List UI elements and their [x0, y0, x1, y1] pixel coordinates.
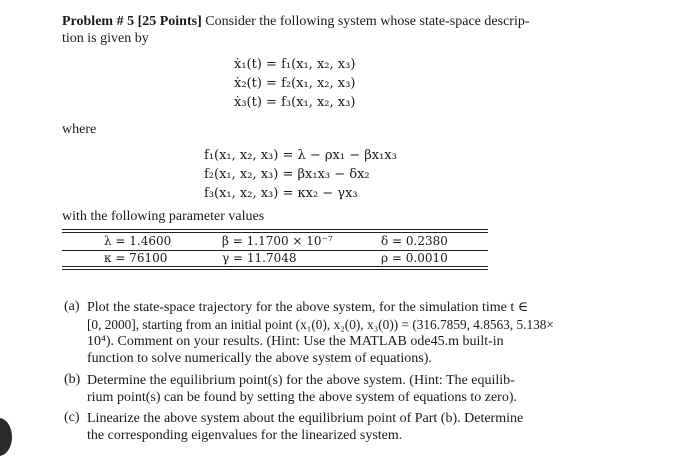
item-a-line4: function to solve numerically the above system of equations).	[87, 351, 432, 366]
param-rho: ρ = 0.0010	[381, 251, 448, 265]
table-bottom-rule-2	[62, 269, 488, 270]
table-top-rule	[62, 229, 488, 230]
dark-corner-blob	[0, 418, 12, 456]
system-eq-1: ẋ₁(t) = f₁(x₁, x₂, x₃)	[234, 57, 356, 72]
param-delta: δ = 0.2380	[381, 234, 448, 248]
function-def-3: f₃(x₁, x₂, x₃) = κx₂ − γx₃	[204, 186, 358, 201]
problem-intro	[62, 13, 530, 30]
param-kappa: κ = 76100	[104, 251, 168, 265]
item-c-line1: Linearize the above system about the equilibrium point of Part (b). Determine	[87, 411, 524, 426]
problem-intro-line2: tion is given by	[62, 31, 149, 46]
item-c-line2: the corresponding eigenvalues for the linearized system.	[87, 428, 403, 443]
function-def-1: f₁(x₁, x₂, x₃) = λ − ρx₁ − βx₁x₃	[204, 148, 397, 163]
param-beta: β = 1.1700 × 10⁻⁷	[222, 234, 333, 248]
function-def-2: f₂(x₁, x₂, x₃) = βx₁x₃ − δx₂	[204, 167, 370, 182]
item-a-line3: 10⁴). Comment on your results. (Hint: Use the MATLAB ode45.m built-in	[87, 334, 504, 349]
item-a-label: (a)	[64, 299, 80, 314]
item-a-line2: [0, 2000], starting from an initial point (x₁(0), x₂(0), x₃(0)) = (316.7859, 4.8563, 5.138×	[87, 317, 554, 332]
params-intro: with the following parameter values	[62, 209, 265, 224]
problem-intro-line1: Consider the following system whose state-space descrip-	[205, 14, 530, 29]
where-label: where	[62, 122, 97, 137]
table-bottom-rule	[62, 266, 488, 267]
param-gamma: γ = 11.7048	[222, 251, 297, 265]
system-eq-3: ẋ₃(t) = f₃(x₁, x₂, x₃)	[234, 95, 356, 110]
item-a-line1: Plot the state-space trajectory for the above system, for the simulation time t ∈	[87, 300, 529, 315]
param-lambda: λ = 1.4600	[104, 234, 172, 248]
problem-heading: Problem # 5 [25 Points]	[62, 14, 202, 29]
item-b-line1: Determine the equilibrium point(s) for the above system. (Hint: The equilib-	[87, 373, 515, 388]
item-b-line2: rium point(s) can be found by setting the above system of equations to zero).	[87, 390, 518, 405]
table-top-rule-2	[62, 232, 488, 233]
item-b-label: (b)	[64, 372, 81, 387]
system-eq-2: ẋ₂(t) = f₂(x₁, x₂, x₃)	[234, 76, 356, 91]
item-c-label: (c)	[64, 410, 80, 425]
